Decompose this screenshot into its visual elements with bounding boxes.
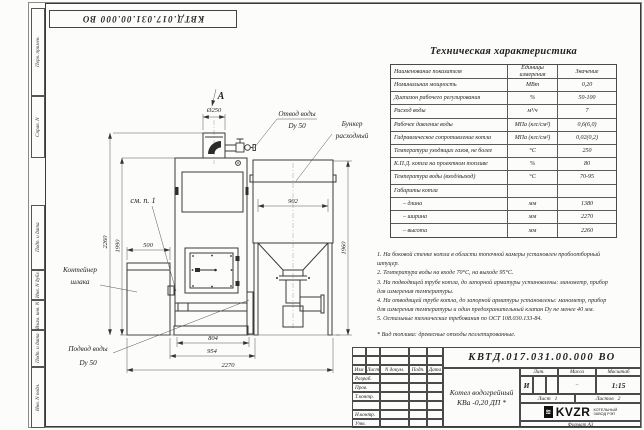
row-value: 250 <box>558 145 616 158</box>
row-name: К.П.Д. котла на проектном топливе <box>391 158 508 171</box>
note-5: 5. Остальные технические требования по ОСТ 108.030.133-84. <box>377 316 542 323</box>
see-note-label: см. п. 1 <box>130 196 156 205</box>
water-outlet-label-2: Dу 50 <box>288 122 306 130</box>
tb-blank <box>409 419 427 428</box>
tb-hdr-dokum: N докум. <box>380 365 409 374</box>
row-units: МПа (кгс/см²) <box>508 132 558 145</box>
bunker-outline <box>247 160 336 335</box>
row-value: 0,6(6,0) <box>558 119 616 132</box>
tb-blank <box>366 356 380 365</box>
tb-blank <box>427 347 443 356</box>
frame-label: Подп. и дата <box>35 222 41 253</box>
tb-hdr-podp: Подп. <box>409 365 427 374</box>
row-name: – высота <box>391 224 508 237</box>
tb-hdr-data: Дата <box>428 366 442 373</box>
row-name: Номинальная мощность <box>391 79 508 92</box>
tb-scale-header: Масштаб <box>596 368 641 376</box>
frame-label: Подп. и дата <box>35 333 41 364</box>
tb-nkontr: Н.контр. <box>352 410 380 419</box>
characteristics-table <box>390 64 617 238</box>
table-row <box>391 79 616 92</box>
dim-1990: 1990 <box>114 239 122 253</box>
row-units: % <box>508 92 558 105</box>
dim-954: 954 <box>207 348 217 355</box>
row-units: °С <box>508 145 558 158</box>
table-row <box>391 211 616 224</box>
frame-box-inv-podl <box>31 367 45 428</box>
dim-2260: 2260 <box>102 235 109 249</box>
row-value: 2270 <box>558 211 616 224</box>
note-2: 2. Температура воды на входе 70°С, на выходе 95°С. <box>377 270 514 277</box>
tb-blank <box>409 347 427 356</box>
note-4: 4. На отводящей трубе котла, до запорной арматуры установлены: манометр, прибор для измерения температуры и один предохранительный клапан Dу не менее 40 мм. <box>377 298 607 313</box>
table-header-row <box>391 65 616 79</box>
note-1: 1. На боковой стенке котла в области топочной камеры установлен пробоотборный штуцер. <box>377 252 601 267</box>
row-value: 7 <box>558 105 616 118</box>
table-row <box>391 145 616 158</box>
tb-tkontr: Т.контр. <box>352 392 380 401</box>
sheet-label: Лист <box>537 395 551 402</box>
tb-blank <box>380 401 409 410</box>
dim-dia250: Ø250 <box>206 107 222 114</box>
view-a-label: А <box>217 91 225 102</box>
frame-box-sprav-n <box>31 96 45 158</box>
technical-characteristics <box>390 46 617 238</box>
bunker-label-1: Бункер <box>341 120 363 128</box>
tb-blank <box>409 374 427 383</box>
tb-lit-blank <box>546 376 558 394</box>
tb-blank <box>380 347 409 356</box>
frame-box-perv-primen <box>31 8 45 96</box>
row-units: м³/ч <box>508 105 558 118</box>
product-name-line2: КВа -0,20 ДП * <box>456 398 507 407</box>
logo-subtitle-2: ЗАВОД РЭП <box>593 412 616 416</box>
dim-804: 804 <box>208 335 218 342</box>
slag-container-outline <box>127 263 174 335</box>
tb-blank <box>352 356 366 365</box>
frame-box-podp-data-1 <box>31 205 45 270</box>
frame-box-podp-data-2 <box>31 330 45 367</box>
col-header-units: Единицы измерения <box>508 65 558 79</box>
row-value: 0,02(0,2) <box>558 132 616 145</box>
tb-format: Формат А3 <box>520 421 641 428</box>
row-units: МВт <box>508 79 558 92</box>
tb-blank <box>366 347 380 356</box>
dimension-lines <box>110 89 352 373</box>
tb-lit-value: И <box>520 376 533 394</box>
row-units: °С <box>508 171 558 184</box>
row-units: мм <box>508 224 558 237</box>
tb-blank <box>427 419 443 428</box>
tb-sheet <box>520 394 575 403</box>
tb-blank <box>409 401 427 410</box>
row-name: – длина <box>391 198 508 211</box>
table-row <box>391 119 616 132</box>
tb-hdr-list: Лист <box>366 366 380 373</box>
frame-label: Инв. N дубл. <box>35 271 41 299</box>
row-name: Габариты котла <box>391 185 508 198</box>
tb-blank-row <box>352 401 380 410</box>
row-units: МПа (кгс/см²) <box>508 119 558 132</box>
table-row <box>391 224 616 237</box>
tb-product-name <box>443 368 520 428</box>
row-name: Рабочее давление воды <box>391 119 508 132</box>
table-title: Техническая характеристика <box>429 46 578 57</box>
row-name: Гидравлическое сопротивление котла <box>391 132 508 145</box>
tb-blank <box>427 383 443 392</box>
table-row <box>391 158 616 171</box>
tb-sheets <box>575 394 641 403</box>
tb-blank <box>427 401 443 410</box>
slag-container-label-2: шлака <box>70 278 90 286</box>
tb-utv: Утв. <box>352 419 380 428</box>
row-value: 50-100 <box>558 92 616 105</box>
frame-label: Справ. N <box>35 117 41 137</box>
row-name: Диапазон рабочего регулирования <box>391 92 508 105</box>
tb-blank <box>427 410 443 419</box>
frame-label: Взам. инв. N <box>35 301 41 329</box>
tb-mass-value: – <box>558 376 596 394</box>
row-name: – ширина <box>391 211 508 224</box>
table-row <box>391 198 616 211</box>
boiler-assembly-drawing <box>45 3 380 427</box>
tb-mass-header: Масса <box>558 368 596 376</box>
row-value: 0,20 <box>558 79 616 92</box>
frame-label: Перв. примен. <box>35 36 41 68</box>
tb-blank <box>380 383 409 392</box>
chimney-elbow <box>208 141 221 154</box>
tb-blank <box>380 419 409 428</box>
tb-blank <box>427 374 443 383</box>
tb-blank <box>427 356 443 365</box>
dim-2270: 2270 <box>221 362 235 369</box>
water-inlet-label-2: Dу 50 <box>79 359 97 367</box>
row-name: Температура уходящих газов, не более <box>391 145 508 158</box>
table-row <box>391 185 616 198</box>
tb-blank <box>409 356 427 365</box>
table-row <box>391 132 616 145</box>
row-units: мм <box>508 198 558 211</box>
kvzr-logo-text: KVZR <box>555 405 591 419</box>
row-name: Температура воды (вход/выход) <box>391 171 508 184</box>
water-outlet-label-1: Отвод воды <box>278 110 316 118</box>
kvzr-logo-icon: ≋ <box>545 408 552 416</box>
bunker-label-2: расходный <box>335 132 369 140</box>
row-value: 70-95 <box>558 171 616 184</box>
tb-prov: Пров. <box>352 383 380 392</box>
tb-blank <box>380 410 409 419</box>
frame-box-vzam-inv <box>31 300 45 330</box>
row-units <box>508 185 558 198</box>
slag-container-label-1: Контейнер <box>63 266 97 274</box>
tb-blank <box>427 392 443 401</box>
table-row <box>391 171 616 184</box>
sheets-number: 2 <box>617 395 621 402</box>
tb-blank <box>380 392 409 401</box>
sheets-label: Листов <box>595 395 614 402</box>
frame-label: Инв. N подл. <box>35 383 41 412</box>
fuel-type-note: * Вид топлива: древесные отходы пеллетированные. <box>377 332 516 339</box>
tb-company-logo <box>520 403 641 421</box>
row-value <box>558 185 616 198</box>
tb-razrab: Разраб. <box>352 374 380 383</box>
leader-lines <box>100 119 332 353</box>
tb-doc-number: КВТД.017.031.00.000 ВО <box>443 347 641 368</box>
table-row <box>391 92 616 105</box>
top-flipped-doc-number: КВТД.017.031.00.000 ВО <box>49 10 237 28</box>
tb-lit-blank <box>533 376 546 394</box>
logo-subtitle-1: КОТЕЛЬНЫЙ <box>593 407 618 412</box>
row-value: 2260 <box>581 227 593 234</box>
col-header-value: Значение <box>558 65 616 79</box>
tb-scale-value: 1:15 <box>596 376 641 394</box>
col-header-name: Наименование показателя <box>391 65 508 79</box>
tb-blank <box>409 392 427 401</box>
tb-blank <box>409 383 427 392</box>
sheet-number: 1 <box>554 395 558 402</box>
water-inlet-label-1: Подвод воды <box>68 345 108 353</box>
row-value: 1380 <box>558 198 616 211</box>
tb-blank <box>352 347 366 356</box>
dim-902: 902 <box>288 198 298 205</box>
frame-box-inv-dubl <box>31 270 45 300</box>
technical-notes <box>377 251 615 341</box>
product-name-line1: Котел водогрейный <box>449 387 514 397</box>
tb-blank <box>380 374 409 383</box>
table-row <box>391 105 616 118</box>
dim-1960: 1960 <box>340 241 348 255</box>
tb-lit-header: Лит. <box>520 368 558 376</box>
row-name: Расход воды <box>391 105 508 118</box>
row-units: мм <box>508 211 558 224</box>
row-value: 80 <box>558 158 616 171</box>
safety-valve <box>225 139 256 152</box>
tb-blank <box>409 410 427 419</box>
tb-hdr-izm: Изм <box>352 365 366 374</box>
row-units: % <box>508 158 558 171</box>
dim-500: 500 <box>143 242 153 249</box>
note-3: 3. На подводящей трубе котла, до запорной арматуры установлены: манометр, прибор для измерения температуры. <box>377 279 608 295</box>
tb-blank <box>380 356 409 365</box>
